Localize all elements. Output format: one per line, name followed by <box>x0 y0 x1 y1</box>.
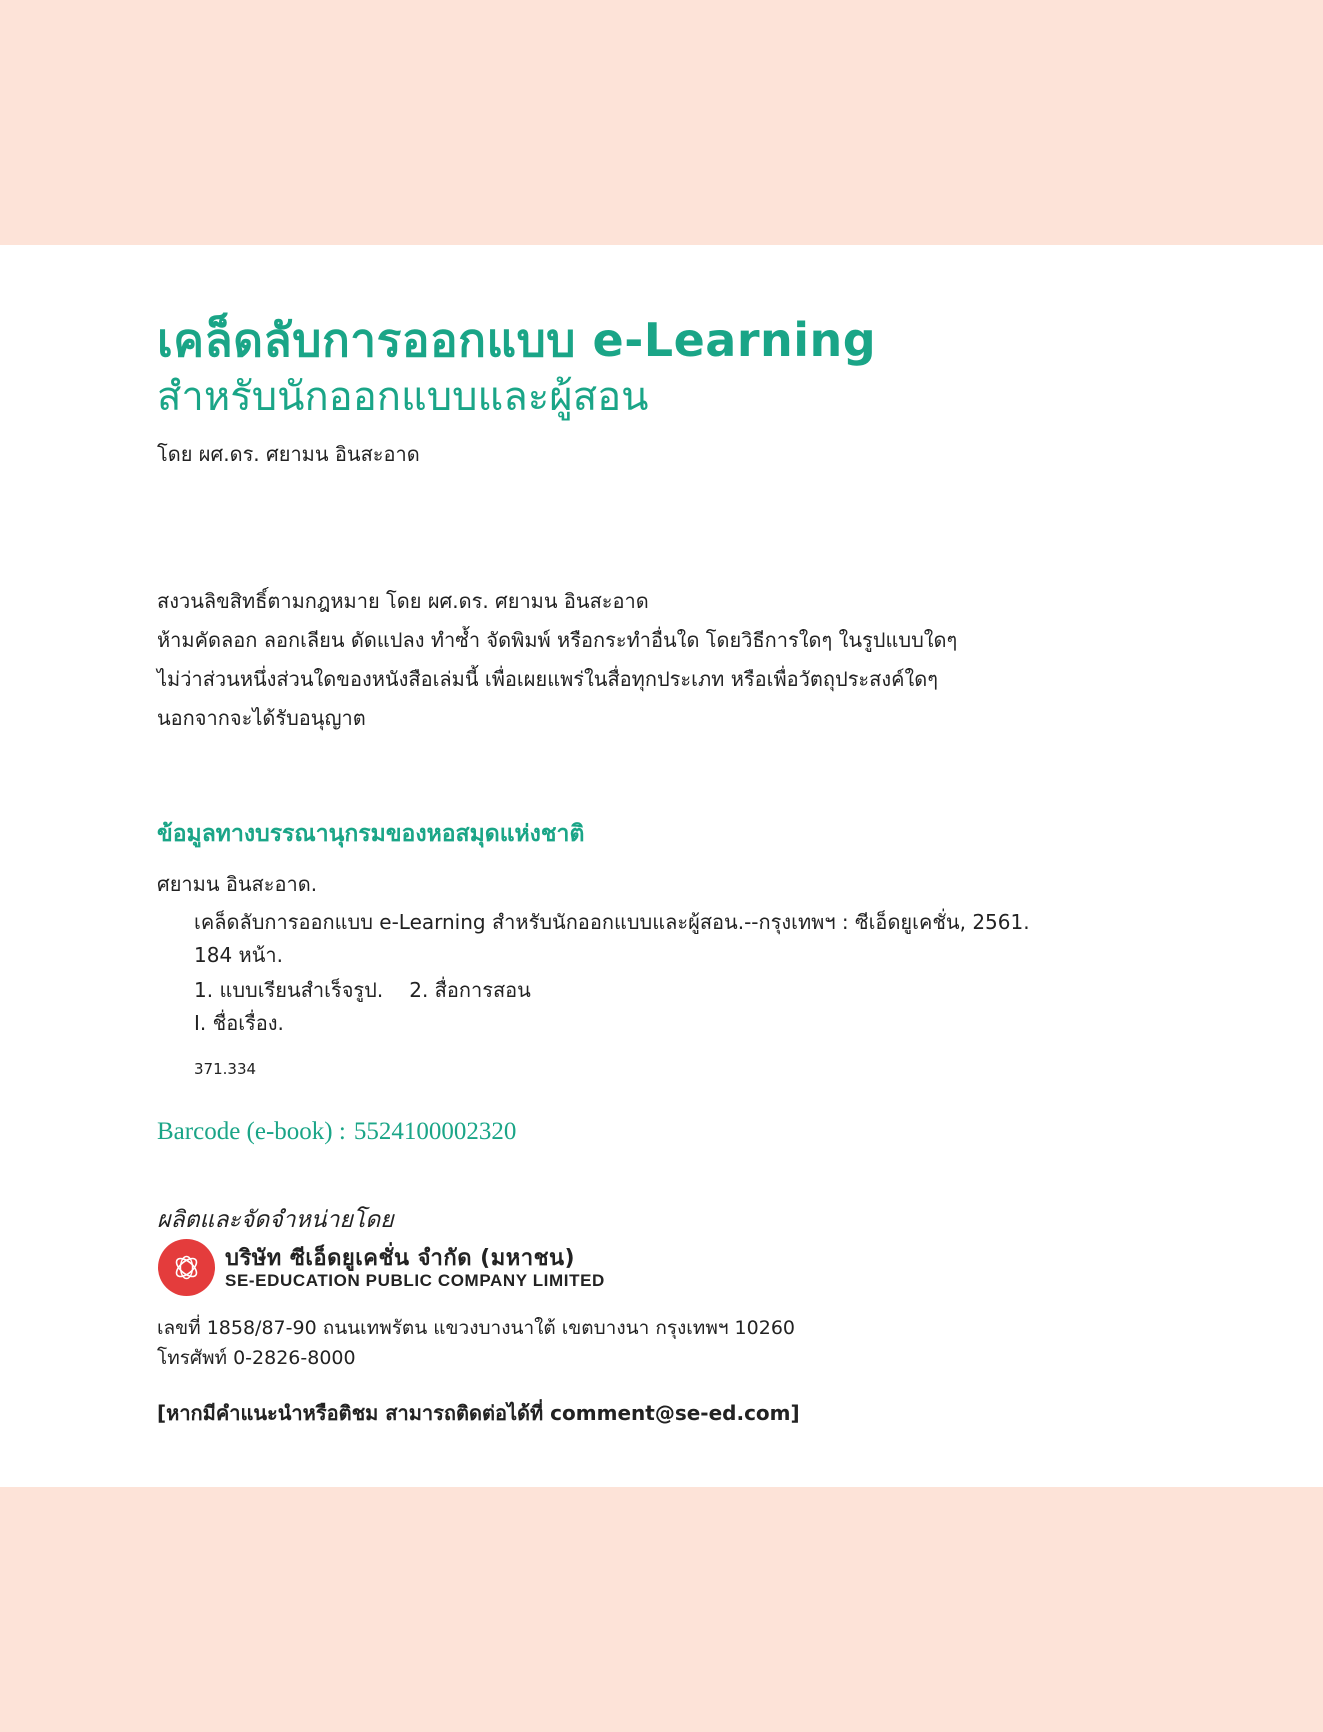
feedback-contact: [หากมีคำแนะนำหรือติชม สามารถติดต่อได้ที่ comment@se-ed.com] <box>157 1401 800 1425</box>
company-name-english: SE-EDUCATION PUBLIC COMPANY LIMITED <box>225 1271 605 1290</box>
cip-description <box>194 906 1030 972</box>
cip-title-entry: I. ชื่อเรื่อง. <box>194 1011 284 1035</box>
publisher-address-block <box>157 1313 795 1373</box>
bottom-peach-band <box>0 1487 1323 1732</box>
se-ed-logo-icon <box>158 1239 215 1296</box>
book-title-line2: สำหรับนักออกแบบและผู้สอน <box>157 374 649 420</box>
cip-subject-2: 2. สื่อการสอน <box>409 978 531 1002</box>
book-title-line1: เคล็ดลับการออกแบบ e-Learning <box>157 313 877 367</box>
company-name-thai: บริษัท ซีเอ็ดยูเคชั่น จำกัด (มหาชน) <box>225 1246 576 1271</box>
cip-author: ศยามน อินสะอาด. <box>157 872 318 896</box>
producer-label: ผลิตและจัดจำหน่ายโดย <box>157 1207 394 1233</box>
cip-class-number: 371.334 <box>194 1060 257 1078</box>
cip-description-line: เคล็ดลับการออกแบบ e-Learning สำหรับนักออกแบบและผู้สอน.--กรุงเทพฯ : ซีเอ็ดยูเคชั่น, 2561. <box>194 910 1030 934</box>
copyright-line: ไม่ว่าส่วนหนึ่งส่วนใดของหนังสือเล่มนี้ เพื่อเผยแพร่ในสื่อทุกประเภท หรือเพื่อวัตถุประสงค์ใดๆ <box>157 667 939 691</box>
barcode-line <box>157 1118 524 1146</box>
top-peach-band <box>0 0 1323 245</box>
publisher-phone: โทรศัพท์ 0-2826-8000 <box>157 1347 356 1369</box>
publisher-address: เลขที่ 1858/87-90 ถนนเทพรัตน แขวงบางนาใต้ เขตบางนา กรุงเทพฯ 10260 <box>157 1317 795 1339</box>
copyright-line: ห้ามคัดลอก ลอกเลียน ดัดแปลง ทำซ้ำ จัดพิมพ์ หรือกระทำอื่นใด โดยวิธีการใดๆ ในรูปแบบใดๆ <box>157 628 958 652</box>
copyright-line: สงวนลิขสิทธิ์ตามกฎหมาย โดย ผศ.ดร. ศยามน อินสะอาด <box>157 589 649 613</box>
copyright-notice <box>157 582 957 738</box>
barcode-label: Barcode (e-book) : <box>157 1118 346 1145</box>
cip-subject-1: 1. แบบเรียนสำเร็จรูป. <box>194 978 384 1002</box>
cip-subjects <box>194 974 531 1040</box>
author-byline: โดย ผศ.ดร. ศยามน อินสะอาด <box>157 442 420 466</box>
copyright-line: นอกจากจะได้รับอนุญาต <box>157 706 366 730</box>
cip-description-line: 184 หน้า. <box>194 943 283 967</box>
cip-heading: ข้อมูลทางบรรณานุกรมของหอสมุดแห่งชาติ <box>157 821 585 847</box>
barcode-value: 5524100002320 <box>353 1118 517 1145</box>
